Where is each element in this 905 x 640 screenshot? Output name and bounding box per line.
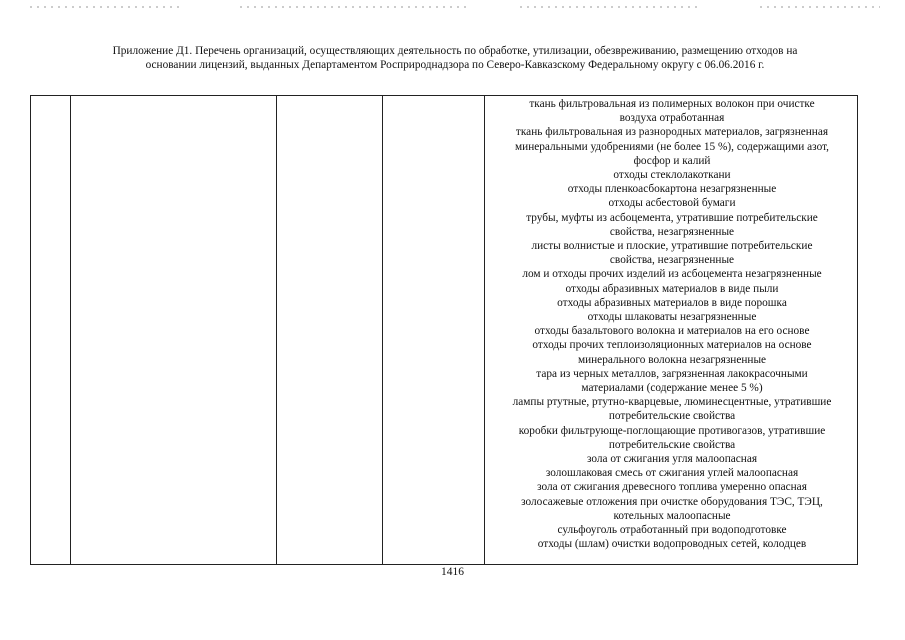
waste-type-line: свойства, незагрязненные bbox=[609, 254, 735, 267]
waste-type-line: отходы абразивных материалов в виде порошка bbox=[557, 296, 787, 309]
waste-type-line: трубы, муфты из асбоцемента, утратившие потребительские bbox=[526, 211, 818, 224]
waste-type-line: тара из черных металлов, загрязненная лакокрасочными bbox=[536, 367, 808, 380]
waste-type-line: воздуха отработанная bbox=[619, 112, 725, 125]
waste-type-line: лом и отходы прочих изделий из асбоцемента незагрязненные bbox=[522, 268, 822, 281]
waste-type-line: листы волнистые и плоские, утратившие потребительские bbox=[531, 240, 813, 253]
waste-type-line: сульфоуголь отработанный при водоподготовке bbox=[557, 524, 787, 537]
waste-type-line: отходы пленкоасбокартона незагрязненные bbox=[567, 183, 777, 196]
waste-type-line: отходы прочих теплоизоляционных материалов на основе bbox=[532, 339, 812, 352]
waste-type-line: отходы абразивных материалов в виде пыли bbox=[565, 282, 779, 295]
column-divider bbox=[382, 96, 383, 564]
waste-type-line: ткань фильтровальная из полимерных волокон при очистке bbox=[529, 98, 815, 110]
column-divider bbox=[70, 96, 71, 564]
waste-types-cell bbox=[485, 96, 858, 552]
column-divider bbox=[276, 96, 277, 564]
waste-type-line: отходы стеклолакоткани bbox=[613, 169, 731, 182]
waste-type-line: коробки фильтрующе-поглощающие противогазов, утратившие bbox=[518, 424, 826, 437]
waste-type-line: золосажевые отложения при очистке оборудования ТЭС, ТЭЦ, bbox=[521, 495, 823, 508]
waste-type-line: отходы шлаковаты незагрязненные bbox=[587, 311, 757, 324]
page-number: 1416 bbox=[441, 566, 464, 578]
waste-type-line: зола от сжигания угля малоопасная bbox=[586, 453, 758, 466]
waste-type-line: материалами (содержание менее 5 %) bbox=[581, 382, 763, 395]
waste-type-line: золошлаковая смесь от сжигания углей малоопасная bbox=[545, 467, 799, 480]
waste-type-line: лампы ртутные, ртутно-кварцевые, люминесцентные, утратившие bbox=[512, 396, 832, 409]
waste-type-line: потребительские свойства bbox=[608, 410, 736, 423]
waste-type-line: отходы (шлам) очистки водопроводных сетей, колодцев bbox=[537, 538, 807, 551]
waste-type-line: ткань фильтровальная из разнородных материалов, загрязненная bbox=[515, 126, 829, 139]
waste-type-line: отходы асбестовой бумаги bbox=[608, 197, 736, 210]
waste-type-line: минеральными удобрениями (не более 15 %), содержащими азот, bbox=[515, 140, 829, 153]
waste-type-line: фосфор и калий bbox=[633, 154, 711, 167]
waste-type-line: отходы базальтового волокна и материалов на его основе bbox=[534, 325, 810, 338]
waste-type-line: зола от сжигания древесного топлива умеренно опасная bbox=[537, 481, 807, 494]
waste-type-line: минерального волокна незагрязненные bbox=[577, 353, 767, 366]
document-header bbox=[60, 44, 850, 72]
organizations-table bbox=[30, 95, 858, 565]
header-line-2: основании лицензий, выданных Департаментом Росприроднадзора по Северо-Кавказскому Федеральному округу с 06.06.2016 г. bbox=[145, 59, 765, 71]
waste-type-line: свойства, незагрязненные bbox=[609, 225, 735, 238]
scan-artifact-strip bbox=[0, 0, 905, 14]
waste-type-line: потребительские свойства bbox=[608, 438, 736, 451]
waste-type-line: котельных малоопасные bbox=[613, 509, 731, 522]
header-line-1: Приложение Д1. Перечень организаций, осуществляющих деятельность по обработке, утилизации, обезвреживанию, размещению отходов на bbox=[112, 45, 798, 57]
